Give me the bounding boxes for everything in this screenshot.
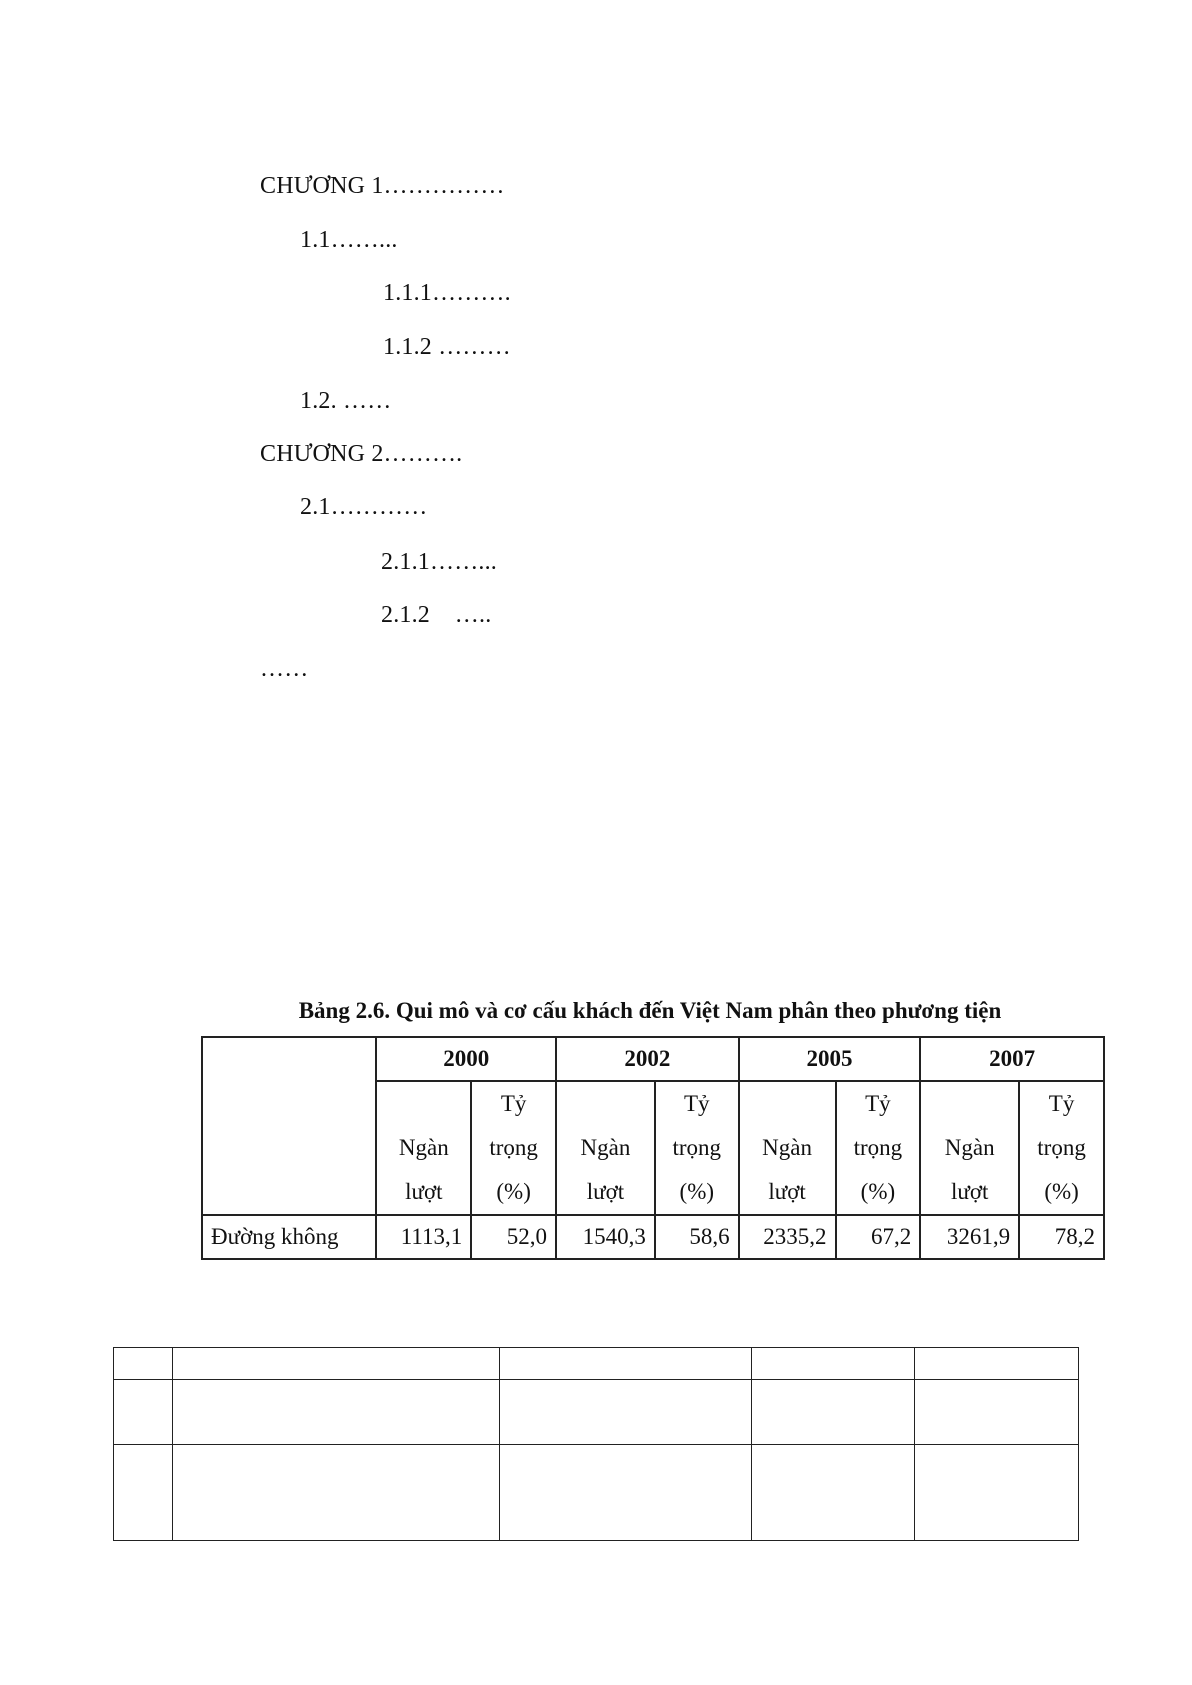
count-header-line1: Ngàn	[762, 1135, 812, 1160]
visitor-stats-table	[201, 1036, 1105, 1260]
table-row	[114, 1348, 1079, 1380]
toc-chapter-1: CHƯƠNG 1……………	[260, 173, 505, 199]
table-caption: Bảng 2.6. Qui mô và cơ cấu khách đến Việt Nam phân theo phương tiện	[298, 998, 1002, 1023]
share-header-line2: trọng	[1037, 1135, 1086, 1160]
table-cell	[752, 1380, 915, 1445]
share-header-line2: trọng	[853, 1135, 903, 1160]
count-header	[739, 1081, 836, 1215]
table-cell	[499, 1445, 752, 1541]
count-header-line2: lượt	[768, 1179, 806, 1204]
corner-cell	[202, 1037, 376, 1215]
table-cell: 2335,2	[739, 1215, 836, 1259]
count-header-line2: lượt	[586, 1179, 625, 1204]
year-header: 2007	[920, 1037, 1104, 1081]
count-header	[376, 1081, 471, 1215]
share-header-line2: trọng	[672, 1135, 722, 1160]
share-header-line1: Tỷ	[865, 1091, 891, 1116]
count-header-line2: lượt	[405, 1179, 443, 1204]
table-cell	[499, 1380, 752, 1445]
toc-subsection-1-1-1: 1.1.1……….	[383, 280, 511, 306]
table-cell	[915, 1380, 1079, 1445]
share-header	[655, 1081, 739, 1215]
toc-subsection-2-1-1: 2.1.1……...	[381, 549, 497, 575]
empty-table	[113, 1347, 1079, 1541]
table-cell	[114, 1348, 173, 1380]
share-header-line3: (%)	[496, 1179, 531, 1204]
row-label: Đường không	[202, 1215, 376, 1259]
toc-section-1-1: 1.1……...	[300, 227, 398, 253]
year-header: 2000	[376, 1037, 556, 1081]
share-header-line1: Tỷ	[500, 1091, 527, 1116]
count-header-line2: lượt	[951, 1179, 989, 1204]
table-cell: 58,6	[655, 1215, 739, 1259]
share-header-line3: (%)	[1044, 1179, 1079, 1204]
toc-subsection-1-1-2: 1.1.2 ………	[383, 334, 511, 360]
table-cell: 3261,9	[920, 1215, 1019, 1259]
table-cell	[172, 1348, 499, 1380]
toc-chapter-2: CHƯƠNG 2……….	[260, 441, 463, 467]
count-header-line1: Ngàn	[944, 1135, 995, 1160]
table-cell	[114, 1380, 173, 1445]
table-row	[114, 1380, 1079, 1445]
share-header-line2: trọng	[489, 1135, 538, 1160]
year-header: 2005	[739, 1037, 921, 1081]
table-cell	[752, 1348, 915, 1380]
table-cell	[752, 1445, 915, 1541]
year-header: 2002	[556, 1037, 739, 1081]
share-header	[836, 1081, 921, 1215]
count-header	[556, 1081, 655, 1215]
table-cell: 1540,3	[556, 1215, 655, 1259]
count-header-line1: Ngàn	[580, 1135, 631, 1160]
share-header-line3: (%)	[679, 1179, 715, 1204]
table-row	[114, 1445, 1079, 1541]
table-cell	[915, 1445, 1079, 1541]
share-header-line3: (%)	[860, 1179, 896, 1204]
count-header-line1: Ngàn	[398, 1135, 449, 1160]
table-cell: 67,2	[836, 1215, 921, 1259]
table-cell: 78,2	[1019, 1215, 1104, 1259]
year-header-row	[202, 1037, 1104, 1081]
table-cell: 52,0	[471, 1215, 556, 1259]
table-row	[202, 1215, 1104, 1259]
count-header	[920, 1081, 1019, 1215]
toc-ellipsis: ……	[260, 656, 309, 682]
table-cell	[499, 1348, 752, 1380]
table-cell: 1113,1	[376, 1215, 471, 1259]
share-header-line1: Tỷ	[1048, 1091, 1075, 1116]
table-cell	[915, 1348, 1079, 1380]
share-header	[1019, 1081, 1104, 1215]
share-header-line1: Tỷ	[683, 1091, 710, 1116]
toc-section-2-1: 2.1…………	[300, 494, 428, 520]
share-header	[471, 1081, 556, 1215]
toc-subsection-2-1-2: 2.1.2 …..	[381, 602, 492, 628]
table-cell	[114, 1445, 173, 1541]
table-cell	[172, 1380, 499, 1445]
table-of-contents	[0, 0, 1192, 700]
table-cell	[172, 1445, 499, 1541]
toc-section-1-2: 1.2. ……	[300, 388, 392, 414]
